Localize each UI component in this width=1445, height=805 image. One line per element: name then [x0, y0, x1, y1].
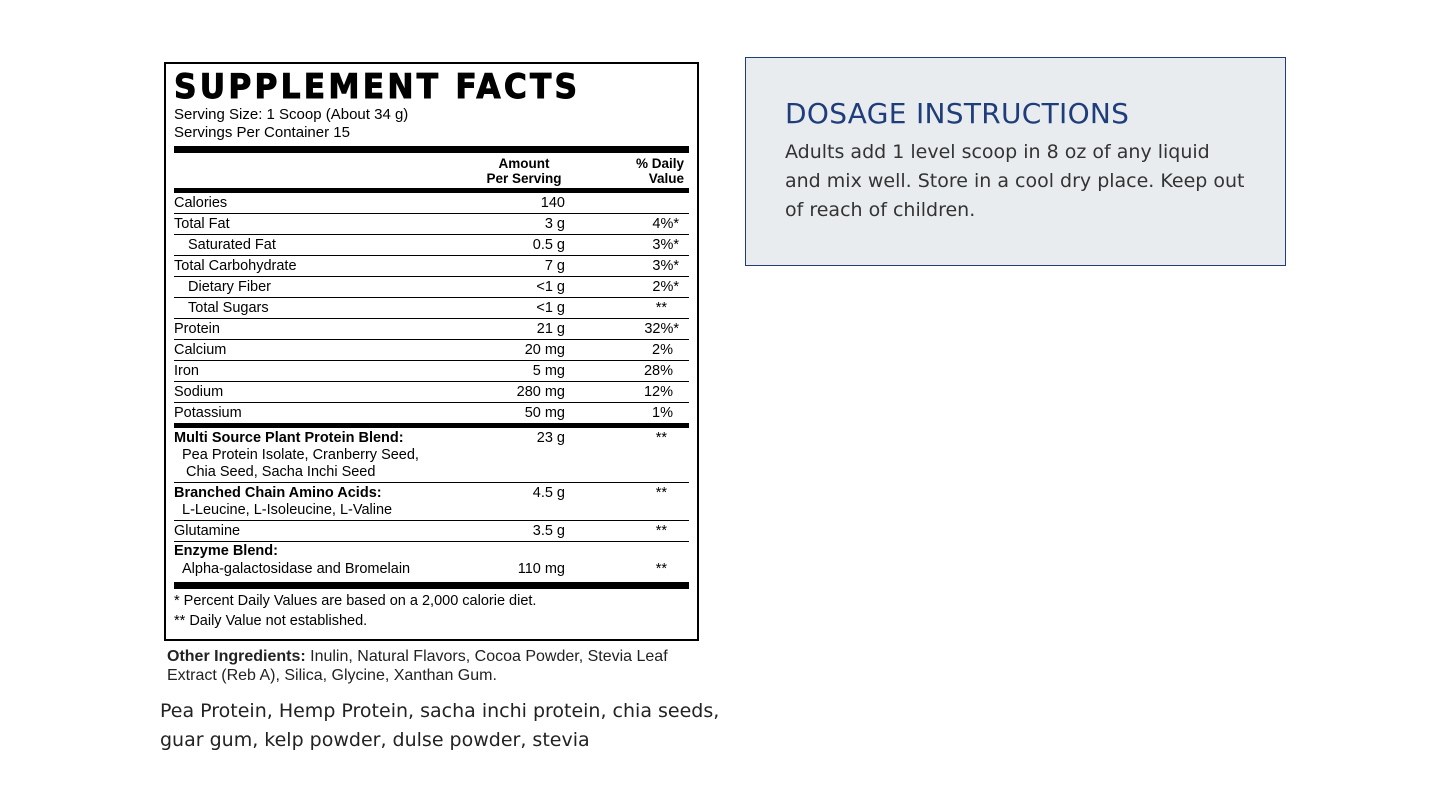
nutrient-row	[174, 235, 689, 256]
dosage-title: DOSAGE INSTRUCTIONS	[785, 97, 1130, 130]
blend-ingredients: Chia Seed, Sacha Inchi Seed	[186, 464, 376, 480]
ingredients-text: Pea Protein, Hemp Protein, sacha inchi protein, chia seeds, guar gum, kelp powder, dulse powder, stevia	[160, 700, 720, 751]
nutrient-amount: <1 g	[536, 300, 565, 316]
nutrient-name: Iron	[174, 363, 199, 379]
nutrient-name: Dietary Fiber	[188, 279, 271, 295]
blend-dv: **	[655, 561, 667, 577]
other-ingredients-label: Other Ingredients:	[167, 648, 306, 665]
nutrient-name: Glutamine	[174, 523, 241, 539]
nutrient-name: Potassium	[174, 405, 242, 421]
dosage-box	[745, 57, 1286, 266]
nutrient-dv: 2%	[652, 342, 673, 358]
nutrient-row	[174, 256, 689, 277]
other-ingredients-text: Inulin, Natural Flavors, Cocoa Powder, Stevia Leaf Extract (Reb A), Silica, Glycine, Xanthan Gum.	[167, 648, 668, 684]
divider-thick	[174, 146, 689, 153]
blend-enzyme	[174, 542, 689, 580]
nutrient-dv: 1%	[652, 405, 673, 421]
nutrient-name: Total Fat	[174, 216, 230, 232]
blend-name: Branched Chain Amino Acids:	[174, 485, 382, 501]
nutrient-dv: 3%*	[652, 237, 679, 253]
nutrient-dv: 3%*	[652, 258, 679, 274]
nutrient-name: Sodium	[174, 384, 224, 400]
nutrient-dv: 4%*	[652, 216, 679, 232]
blend-ingredients: Alpha-galactosidase and Bromelain	[182, 561, 411, 577]
nutrient-amount: 0.5 g	[532, 237, 565, 253]
nutrient-row	[174, 193, 689, 214]
blend-bcaa	[174, 483, 689, 521]
supplement-facts-image	[164, 62, 699, 685]
nutrient-row	[174, 214, 689, 235]
nutrient-row	[174, 403, 689, 423]
nutrient-dv: **	[655, 523, 667, 539]
nutrient-dv: 32%*	[644, 321, 679, 337]
nutrient-amount: 20 mg	[524, 342, 565, 358]
nutrient-name: Calcium	[174, 342, 227, 358]
supplement-facts-panel	[164, 62, 699, 641]
nutrient-amount: 280 mg	[516, 384, 565, 400]
facts-header-row	[174, 153, 689, 188]
serving-size: Serving Size: 1 Scoop (About 34 g)	[174, 106, 409, 123]
blend-amount: 4.5 g	[532, 485, 565, 501]
blend-dv: **	[655, 485, 667, 501]
header-amount-1: Amount	[498, 156, 550, 171]
nutrient-amount: 3 g	[544, 216, 565, 232]
nutrient-name: Calories	[174, 195, 228, 211]
divider-thick	[174, 582, 689, 589]
nutrient-amount: 140	[540, 195, 565, 211]
header-amount-2: Per Serving	[486, 171, 562, 186]
header-dv-2: Value	[648, 171, 684, 186]
nutrient-name: Total Sugars	[188, 300, 269, 316]
blend-ingredients: L-Leucine, L-Isoleucine, L-Valine	[182, 502, 393, 518]
nutrient-dv: 12%	[643, 384, 673, 400]
facts-title: SUPPLEMENT FACTS	[174, 67, 581, 107]
dosage-body: Adults add 1 level scoop in 8 oz of any liquid and mix well. Store in a cool dry place. Keep out of reach of children.	[785, 141, 1245, 221]
nutrient-row	[174, 382, 689, 403]
header-dv-1: % Daily	[635, 156, 684, 171]
blend-ingredients: Pea Protein Isolate, Cranberry Seed,	[182, 447, 419, 463]
nutrient-row	[174, 277, 689, 298]
nutrient-dv: 28%	[643, 363, 673, 379]
nutrient-name: Protein	[174, 321, 220, 337]
blend-amount: 23 g	[536, 430, 565, 446]
nutrient-row	[174, 319, 689, 340]
nutrient-name: Saturated Fat	[188, 237, 276, 253]
footnote-dv: * Percent Daily Values are based on a 2,000 calorie diet.	[174, 593, 537, 609]
nutrient-dv	[579, 193, 689, 213]
nutrient-dv: 2%*	[652, 279, 679, 295]
nutrient-amount: 50 mg	[524, 405, 565, 421]
nutrient-amount: 5 mg	[532, 363, 565, 379]
nutrient-amount: 3.5 g	[532, 523, 565, 539]
nutrient-row	[174, 340, 689, 361]
other-ingredients	[164, 641, 699, 685]
servings-per-container: Servings Per Container 15	[174, 124, 350, 141]
nutrient-name: Total Carbohydrate	[174, 258, 297, 274]
nutrient-amount: <1 g	[536, 279, 565, 295]
footnote-not-established: ** Daily Value not established.	[174, 613, 368, 629]
nutrient-row	[174, 521, 689, 542]
nutrient-row	[174, 298, 689, 319]
nutrient-amount: 21 g	[536, 321, 565, 337]
blend-amount: 110 mg	[517, 561, 565, 577]
blend-name: Multi Source Plant Protein Blend:	[174, 430, 404, 446]
nutrient-amount: 7 g	[544, 258, 565, 274]
blend-dv: **	[655, 430, 667, 446]
nutrient-dv: **	[655, 300, 667, 316]
blend-name: Enzyme Blend:	[174, 543, 278, 559]
nutrient-row	[174, 361, 689, 382]
blend-protein	[174, 428, 689, 483]
